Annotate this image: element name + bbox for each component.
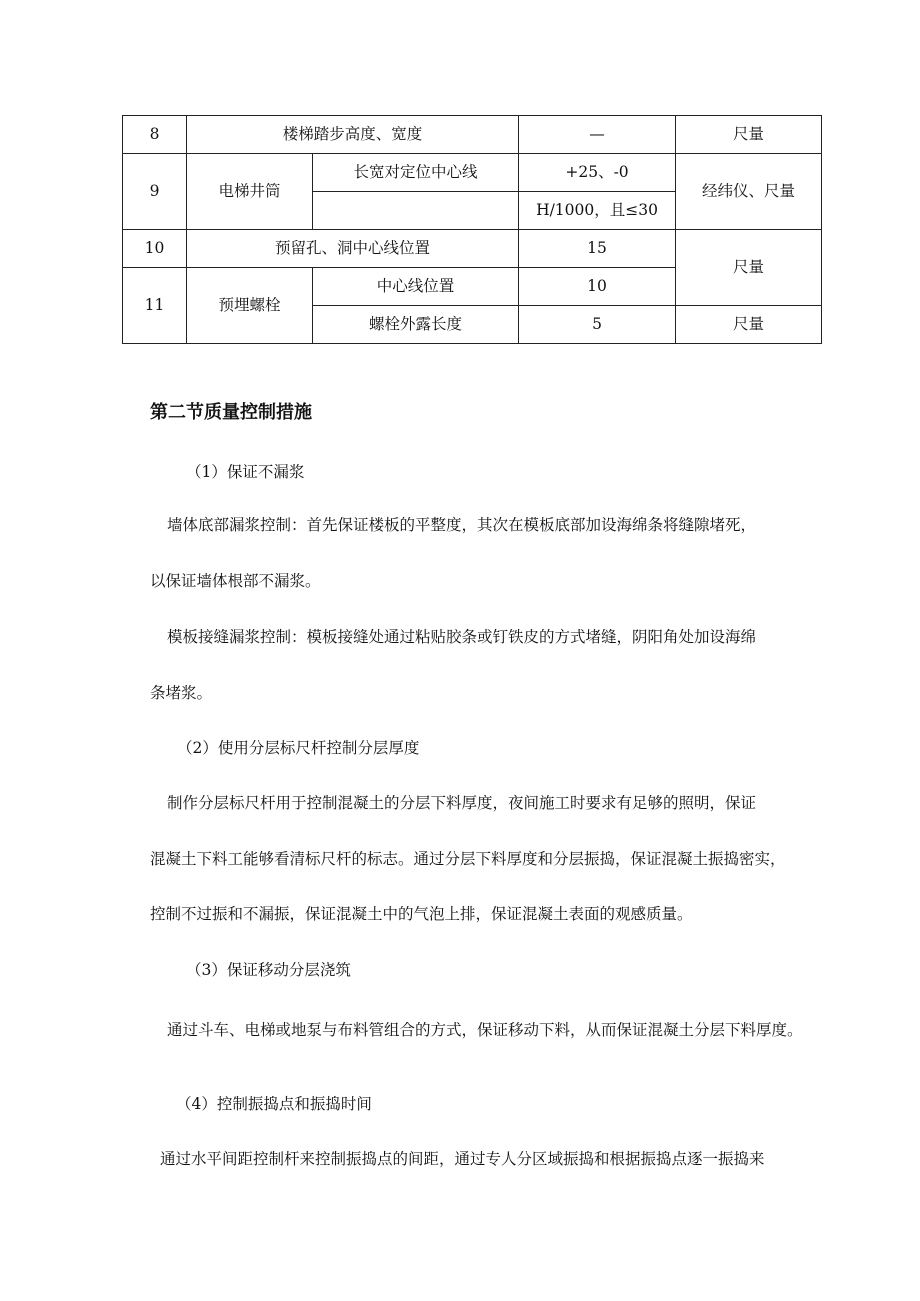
row-number: 10 <box>123 230 187 268</box>
check-item: 预留孔、洞中心线位置 <box>187 230 519 268</box>
tolerance-value: — <box>519 116 676 154</box>
paragraph-line: 模板接缝漏浆控制：模板接缝处通过粘贴胶条或钉铁皮的方式堵缝，阴阳角处加设海绵 <box>167 628 757 646</box>
check-subitem: 长宽对定位中心线 <box>313 154 519 192</box>
check-method: 尺量 <box>676 306 822 344</box>
subsection-title: （4）控制振捣点和振捣时间 <box>176 1095 372 1113</box>
row-number: 9 <box>123 154 187 230</box>
section-heading: 第二节质量控制措施 <box>150 402 312 423</box>
tolerance-value: 5 <box>519 306 676 344</box>
check-item: 楼梯踏步高度、宽度 <box>187 116 519 154</box>
table-row <box>123 230 822 268</box>
paragraph-line: 条堵浆。 <box>150 684 213 702</box>
subsection-title: （3）保证移动分层浇筑 <box>186 961 351 979</box>
check-method: 经纬仪、尺量 <box>676 154 822 230</box>
paragraph-line: 混凝土下料工能够看清标尺杆的标志。通过分层下料厚度和分层振捣，保证混凝土振捣密实， <box>150 850 786 868</box>
check-method: 尺量 <box>676 230 822 306</box>
tolerance-value: +25、-0 <box>519 154 676 192</box>
paragraph-line: 控制不过振和不漏振，保证混凝土中的气泡上排，保证混凝土表面的观感质量。 <box>150 905 693 923</box>
check-subitem: 中心线位置 <box>313 268 519 306</box>
check-item: 预埋螺栓 <box>187 268 313 344</box>
paragraph: 通过斗车、电梯或地泵与布料管组合的方式，保证移动下料，从而保证混凝土分层下料厚度。 <box>167 1021 803 1039</box>
paragraph-line: 墙体底部漏浆控制：首先保证楼板的平整度，其次在模板底部加设海绵条将缝隙堵死， <box>167 516 757 534</box>
check-method: 尺量 <box>676 116 822 154</box>
table-row <box>123 154 822 192</box>
tolerance-value: 10 <box>519 268 676 306</box>
paragraph-line: 以保证墙体根部不漏浆。 <box>150 572 321 590</box>
tolerance-table <box>122 115 822 344</box>
check-item: 电梯井筒 <box>187 154 313 230</box>
tolerance-value: H/1000，且≤30 <box>519 192 676 230</box>
paragraph-line: 制作分层标尺杆用于控制混凝土的分层下料厚度，夜间施工时要求有足够的照明，保证 <box>167 794 757 812</box>
check-subitem <box>313 192 519 230</box>
subsection-title: （1）保证不漏浆 <box>186 463 305 481</box>
check-subitem: 螺栓外露长度 <box>313 306 519 344</box>
tolerance-value: 15 <box>519 230 676 268</box>
paragraph-line: 通过水平间距控制杆来控制振捣点的间距，通过专人分区域振捣和根据振捣点逐一振捣来 <box>160 1150 765 1168</box>
table-row <box>123 116 822 154</box>
row-number: 8 <box>123 116 187 154</box>
row-number: 11 <box>123 268 187 344</box>
subsection-title: （2）使用分层标尺杆控制分层厚度 <box>177 739 420 757</box>
